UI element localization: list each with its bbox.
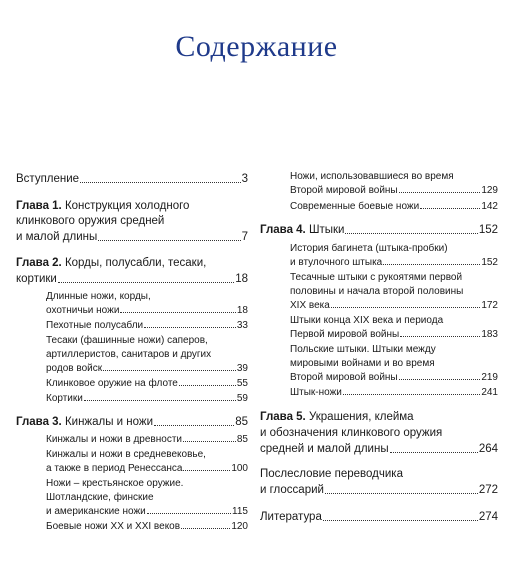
toc-entry-chapter-5[interactable]: Глава 5. Украшения, клейма — [260, 411, 414, 423]
leader-dots — [179, 385, 236, 386]
leader-dots — [390, 452, 478, 453]
subentry-line: XIX века 172 — [290, 300, 498, 311]
subentry-line: Первой мировой войны 183 — [290, 329, 498, 340]
chapter-label: Глава 4. — [260, 224, 306, 236]
page-number: 120 — [231, 521, 248, 532]
chapter-label: Глава 2. — [16, 257, 62, 269]
subentry-line[interactable]: Тесачные штыки с рукоятями первой — [290, 272, 463, 283]
subentry-line: Второй мировой войны 219 — [290, 372, 498, 383]
page-number: 152 — [481, 257, 498, 268]
subentry-line: и американские ножи 115 — [46, 506, 248, 517]
subentry-line[interactable]: охотничьи ножи 18 — [46, 305, 248, 316]
page-number: 55 — [236, 378, 248, 389]
page-number: 3 — [241, 173, 248, 185]
leader-dots — [120, 312, 235, 313]
page-number: 18 — [235, 273, 248, 285]
subentry-line[interactable]: Пехотные полусабли 33 — [46, 320, 248, 331]
subentry-line: и втулочного штыка 152 — [290, 257, 498, 268]
subentry-line[interactable]: Клинковое оружие на флоте 55 — [46, 378, 248, 389]
page-number: 274 — [478, 511, 498, 523]
subentry-line: Второй мировой войны 129 — [290, 185, 498, 196]
toc-entry-chapter-5-line-3: средней и малой длины 264 — [260, 443, 498, 455]
subentry-line[interactable]: Длинные ножи, корды, — [46, 291, 151, 302]
subentry-line[interactable]: Ножи, использовавшиеся во время — [290, 171, 454, 182]
leader-dots — [183, 470, 230, 471]
leader-dots — [144, 327, 236, 328]
subentry-line: мировыми войнами и во время — [290, 358, 435, 369]
subentry-line[interactable]: Кинжалы и ножи в древности 85 — [46, 434, 248, 445]
page-number: 59 — [236, 393, 248, 404]
toc-entry-afterword[interactable]: Послесловие переводчика — [260, 468, 403, 480]
page-title: Содержание — [175, 30, 338, 63]
leader-dots — [331, 307, 480, 308]
subentry-line[interactable]: Современные боевые ножи 142 — [290, 201, 498, 212]
page-number: 115 — [232, 506, 248, 517]
page-number: 152 — [478, 224, 498, 236]
subentry-line[interactable]: Тесаки (фашинные ножи) саперов, — [46, 335, 208, 346]
subentry-line: а также в период Ренессанса 100 — [46, 463, 248, 474]
page-number: 264 — [478, 443, 498, 455]
page-number: 7 — [241, 231, 248, 243]
leader-dots — [400, 336, 480, 337]
leader-dots — [58, 282, 234, 283]
chapter-label: Глава 5. — [260, 411, 306, 423]
leader-dots — [420, 208, 480, 209]
subentry-line[interactable]: Кортики 59 — [46, 393, 248, 404]
leader-dots — [154, 425, 234, 426]
leader-dots — [325, 493, 478, 494]
page-number: 18 — [236, 305, 248, 316]
subentry-line[interactable]: Штыки конца XIX века и периода — [290, 315, 444, 326]
toc-entry-chapter-4[interactable]: Глава 4. Штыки 152 — [260, 224, 498, 236]
subentry-line: половины и начала второй половины — [290, 286, 464, 297]
chapter-label: Глава 3. — [16, 416, 62, 428]
page-number: 39 — [236, 363, 248, 374]
toc-entry-chapter-2[interactable]: Глава 2. Корды, полусабли, тесаки, — [16, 257, 207, 269]
toc-entry-chapter-3[interactable]: Глава 3. Кинжалы и ножи 85 — [16, 416, 248, 428]
subentry-line: Шотландские, финские — [46, 492, 154, 503]
toc-entry-intro[interactable]: Вступление 3 — [16, 173, 248, 185]
leader-dots — [383, 264, 480, 265]
page-number: 241 — [481, 387, 498, 398]
subentry-line: артиллеристов, санитаров и других — [46, 349, 212, 360]
toc-entry-afterword-line-2: и глоссарий 272 — [260, 484, 498, 496]
leader-dots — [80, 182, 241, 183]
subentry-line[interactable]: Боевые ножи XX и XXI веков 120 — [46, 521, 248, 532]
page-number: 183 — [481, 329, 498, 340]
leader-dots — [323, 520, 478, 521]
leader-dots — [183, 441, 236, 442]
leader-dots — [345, 233, 477, 234]
page-number: 272 — [478, 484, 498, 496]
subentry-line[interactable]: История багинета (штыка-пробки) — [290, 243, 448, 254]
chapter-label: Глава 1. — [16, 200, 62, 212]
subentry-line[interactable]: Штык-ножи 241 — [290, 387, 498, 398]
page-number: 85 — [235, 416, 248, 428]
leader-dots — [181, 528, 230, 529]
subentry-line[interactable]: Кинжалы и ножи в средневековье, — [46, 449, 206, 460]
subentry-line: родов войск 39 — [46, 363, 248, 374]
page-number: 142 — [481, 201, 498, 212]
toc-entry-chapter-2-line-2: кортики 18 — [16, 273, 248, 285]
toc-entry-chapter-1-line-3: и малой длины 7 — [16, 231, 248, 243]
page-number: 100 — [231, 463, 248, 474]
leader-dots — [147, 513, 231, 514]
page-number: 129 — [481, 185, 498, 196]
page-number: 33 — [236, 320, 248, 331]
page-number: 85 — [236, 434, 248, 445]
page-number: 219 — [481, 372, 498, 383]
page-number: 172 — [481, 300, 498, 311]
leader-dots — [84, 400, 236, 401]
toc-entry-literature[interactable]: Литература 274 — [260, 511, 498, 523]
leader-dots — [98, 240, 240, 241]
leader-dots — [399, 192, 481, 193]
leader-dots — [103, 370, 236, 371]
toc-entry-chapter-5-line-2: и обозначения клинкового оружия — [260, 427, 443, 439]
leader-dots — [343, 394, 480, 395]
leader-dots — [399, 379, 481, 380]
toc-entry-chapter-1[interactable]: Глава 1. Конструкция холодного — [16, 200, 190, 212]
toc-entry-chapter-1-line-2: клинкового оружия средней — [16, 215, 165, 227]
subentry-line[interactable]: Польские штыки. Штыки между — [290, 344, 436, 355]
subentry-line[interactable]: Ножи – крестьянское оружие. — [46, 478, 184, 489]
